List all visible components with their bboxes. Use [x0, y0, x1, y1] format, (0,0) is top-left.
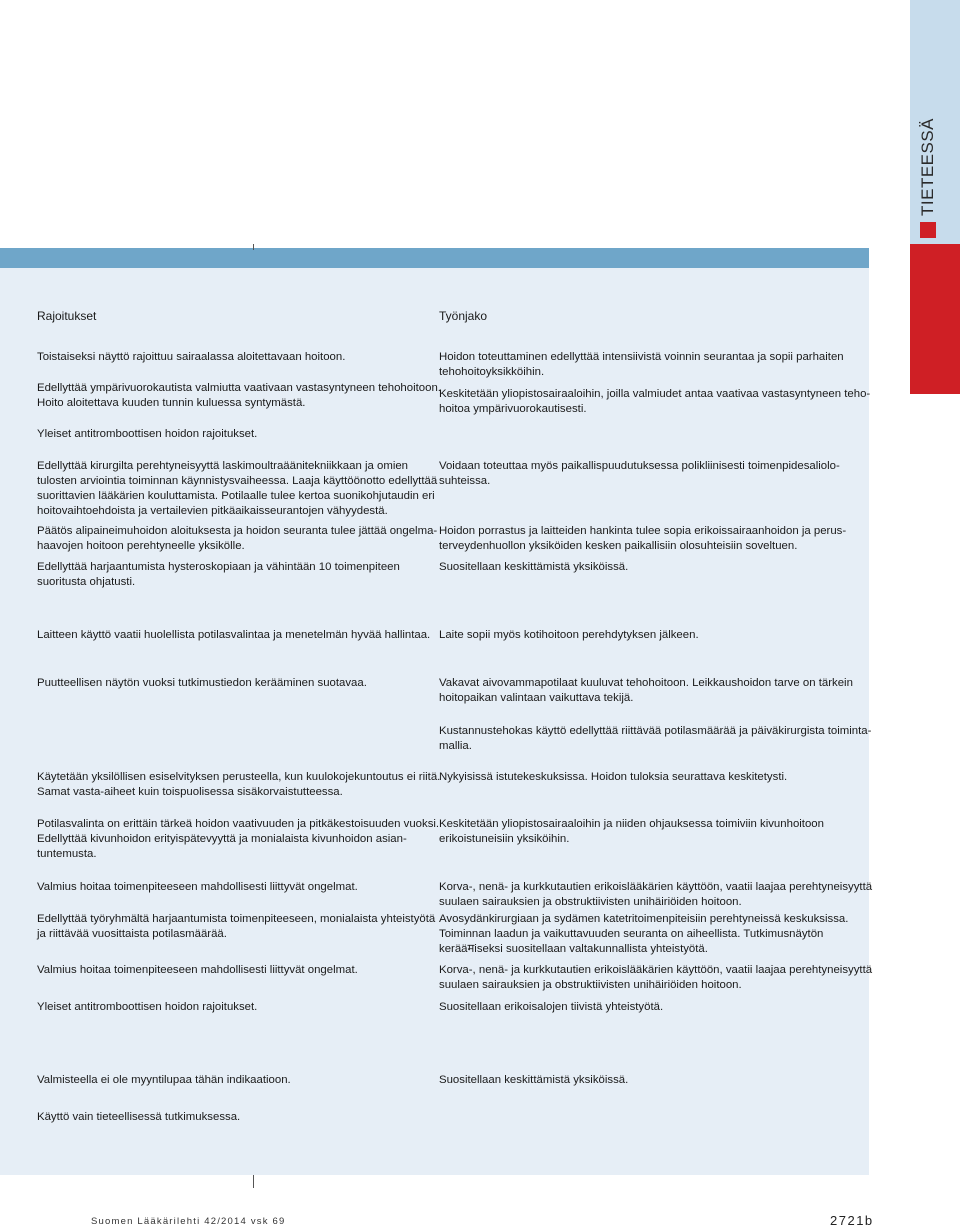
- right-cell-line: Korva-, nenä- ja kurkkutautien erikoislääkärien käyttöön, vaatii laajaa perehtyneisyyttä: [439, 881, 873, 893]
- right-cell-line: Nykyisissä istutekeskuksissa. Hoidon tuloksia seurattava keskitetysti.: [439, 771, 788, 783]
- left-cell-line: Edellyttää kirurgilta perehtyneisyyttä laskimoultraäänitekniikkaan ja omien: [37, 460, 409, 472]
- left-cell-line: Käyttö vain tieteellisessä tutkimuksessa.: [37, 1111, 241, 1123]
- section-label: [918, 118, 938, 238]
- column-tick-top: [253, 244, 254, 250]
- left-cell-line: Päätös alipaineimuhoidon aloituksesta ja hoidon seuranta tulee jättää ongelma-: [37, 525, 438, 537]
- right-cell-line: Korva-, nenä- ja kurkkutautien erikoislääkärien käyttöön, vaatii laajaa perehtyneisyyttä: [439, 964, 873, 976]
- right-cell-line: tehohoitoyksikköihin.: [439, 366, 545, 378]
- left-cell-line: Samat vasta-aiheet kuin toispuolisessa sisäkorvaistutteessa.: [37, 786, 343, 798]
- right-cell-line: Laite sopii myös kotihoitoon perehdytyksen jälkeen.: [439, 629, 699, 641]
- section-label-text: TIETEESSÄ: [918, 117, 937, 216]
- left-cell-line: Edellyttää harjaantumista hysteroskopiaan ja vähintään 10 toimenpiteen: [37, 561, 400, 573]
- right-cell-line: Suositellaan erikoisalojen tiivistä yhteistyötä.: [439, 1001, 664, 1013]
- square-icon: [920, 222, 936, 238]
- section-red-block: [910, 244, 960, 394]
- left-cell-line: hoitovaihtoehdoista ja vertailevien pitkäaikaisseurantojen vähyydestä.: [37, 505, 388, 517]
- footer-journal: Suomen Lääkärilehti 42/2014 vsk 69: [91, 1216, 286, 1227]
- left-cell-line: Valmisteella ei ole myyntilupaa tähän indikaatioon.: [37, 1074, 291, 1086]
- left-cell-line: Puutteellisen näytön vuoksi tutkimustiedon kerääminen suotavaa.: [37, 677, 367, 689]
- left-cell-line: tuntemusta.: [37, 848, 97, 860]
- left-cell-line: Edellyttää työryhmältä harjaantumista toimenpiteeseen, monialaista yhteistyötä: [37, 913, 436, 925]
- right-cell-line: Suositellaan keskittämistä yksiköissä.: [439, 561, 629, 573]
- right-cell-line: Keskitetään yliopistosairaaloihin ja niiden ohjauksessa toimiviin kivunhoitoon: [439, 818, 824, 830]
- left-cell-line: suoritusta ohjatusti.: [37, 576, 136, 588]
- table-header-band: [0, 248, 869, 268]
- right-cell-line: Keskitetään yliopistosairaaloihin, joilla valmiudet antaa vaativaa vastasyntyneen teho-: [439, 388, 871, 400]
- right-cell-line: erikoistuneisiin yksiköihin.: [439, 833, 570, 845]
- right-cell-line: Hoidon toteuttaminen edellyttää intensiivistä voinnin seurantaa ja sopii parhaiten: [439, 351, 844, 363]
- left-cell-line: Hoito aloitettava kuuden tunnin kuluessa syntymästä.: [37, 397, 306, 409]
- column-tick-bottom: [253, 1175, 254, 1188]
- left-cell-line: Potilasvalinta on erittäin tärkeä hoidon vaativuuden ja pitkäkestoisuuden vuoksi.: [37, 818, 440, 830]
- left-cell-line: suorittavien lääkärien kouluttamista. Potilaalle tulee kertoa suonikohjutaudin eri: [37, 490, 435, 502]
- right-cell-line: suulaen sairauksien ja obstruktiivisten unihäiriöiden hoitoon.: [439, 896, 742, 908]
- right-cell-line: Vakavat aivovammapotilaat kuuluvat tehohoitoon. Leikkaushoidon tarve on tärkein: [439, 677, 853, 689]
- left-cell-line: ja riittävää vuosittaista potilasmäärää.: [37, 928, 227, 940]
- right-cell-line: suulaen sairauksien ja obstruktiivisten unihäiriöiden hoitoon.: [439, 979, 742, 991]
- left-cell-line: Edellyttää ympärivuorokautista valmiutta vaativaan vastasyntyneen tehohoitoon.: [37, 382, 441, 394]
- footer-page-number: 2721b: [830, 1213, 874, 1228]
- left-cell-line: Valmius hoitaa toimenpiteeseen mahdollisesti liittyvät ongelmat.: [37, 881, 358, 893]
- left-cell-line: Edellyttää kivunhoidon erityispätevyyttä ja monialaista kivunhoidon asian-: [37, 833, 407, 845]
- left-cell-line: Toistaiseksi näyttö rajoittuu sairaalassa aloitettavaan hoitoon.: [37, 351, 346, 363]
- right-cell-line: Toiminnan laadun ja vaikuttavuuden seuranta on aiheellista. Tutkimusnäytön: [439, 928, 824, 940]
- left-cell-line: Laitteen käyttö vaatii huolellista potilasvalintaa ja menetelmän hyvää hallintaa.: [37, 629, 431, 641]
- left-cell-line: Valmius hoitaa toimenpiteeseen mahdollisesti liittyvät ongelmat.: [37, 964, 358, 976]
- right-cell-line: Hoidon porrastus ja laitteiden hankinta tulee sopia erikoissairaanhoidon ja perus-: [439, 525, 847, 537]
- left-cell-line: tulosten arviointia toiminnan käynnistysvaiheessa. Laaja käyttöönotto edellyttää: [37, 475, 438, 487]
- column-header-left: Rajoitukset: [37, 309, 97, 323]
- left-cell-line: Yleiset antitromboottisen hoidon rajoitukset.: [37, 1001, 258, 1013]
- right-cell-line: suhteissa.: [439, 475, 491, 487]
- left-cell-line: Yleiset antitromboottisen hoidon rajoitukset.: [37, 428, 258, 440]
- right-cell-line: Kustannustehokas käyttö edellyttää riittävää potilasmäärää ja päiväkirurgista toiminta-: [439, 725, 872, 737]
- right-cell-line: hoitoa ympärivuorokautisesti.: [439, 403, 587, 415]
- right-cell-line: kerääमiseksi suositellaan valtakunnallista yhteistyötä.: [439, 943, 708, 955]
- right-cell-line: Voidaan toteuttaa myös paikallispuudutuksessa polikliinisesti toimenpidesaliolo-: [439, 460, 840, 472]
- left-cell-line: haavojen hoitoon perehtyneelle yksikölle.: [37, 540, 245, 552]
- left-cell-line: Käytetään yksilöllisen esiselvityksen perusteella, kun kuulokojekuntoutus ei riitä.: [37, 771, 441, 783]
- column-header-right: Työnjako: [439, 309, 488, 323]
- right-cell-line: mallia.: [439, 740, 472, 752]
- right-cell-line: Suositellaan keskittämistä yksiköissä.: [439, 1074, 629, 1086]
- right-cell-line: hoitopaikan valintaan vaikuttava tekijä.: [439, 692, 634, 704]
- right-cell-line: terveydenhuollon yksiköiden kesken paikallisiin olosuhteisiin soveltuen.: [439, 540, 798, 552]
- right-cell-line: Avosydänkirurgiaan ja sydämen katetritoimenpiteisiin perehtyneissä keskuksissa.: [439, 913, 849, 925]
